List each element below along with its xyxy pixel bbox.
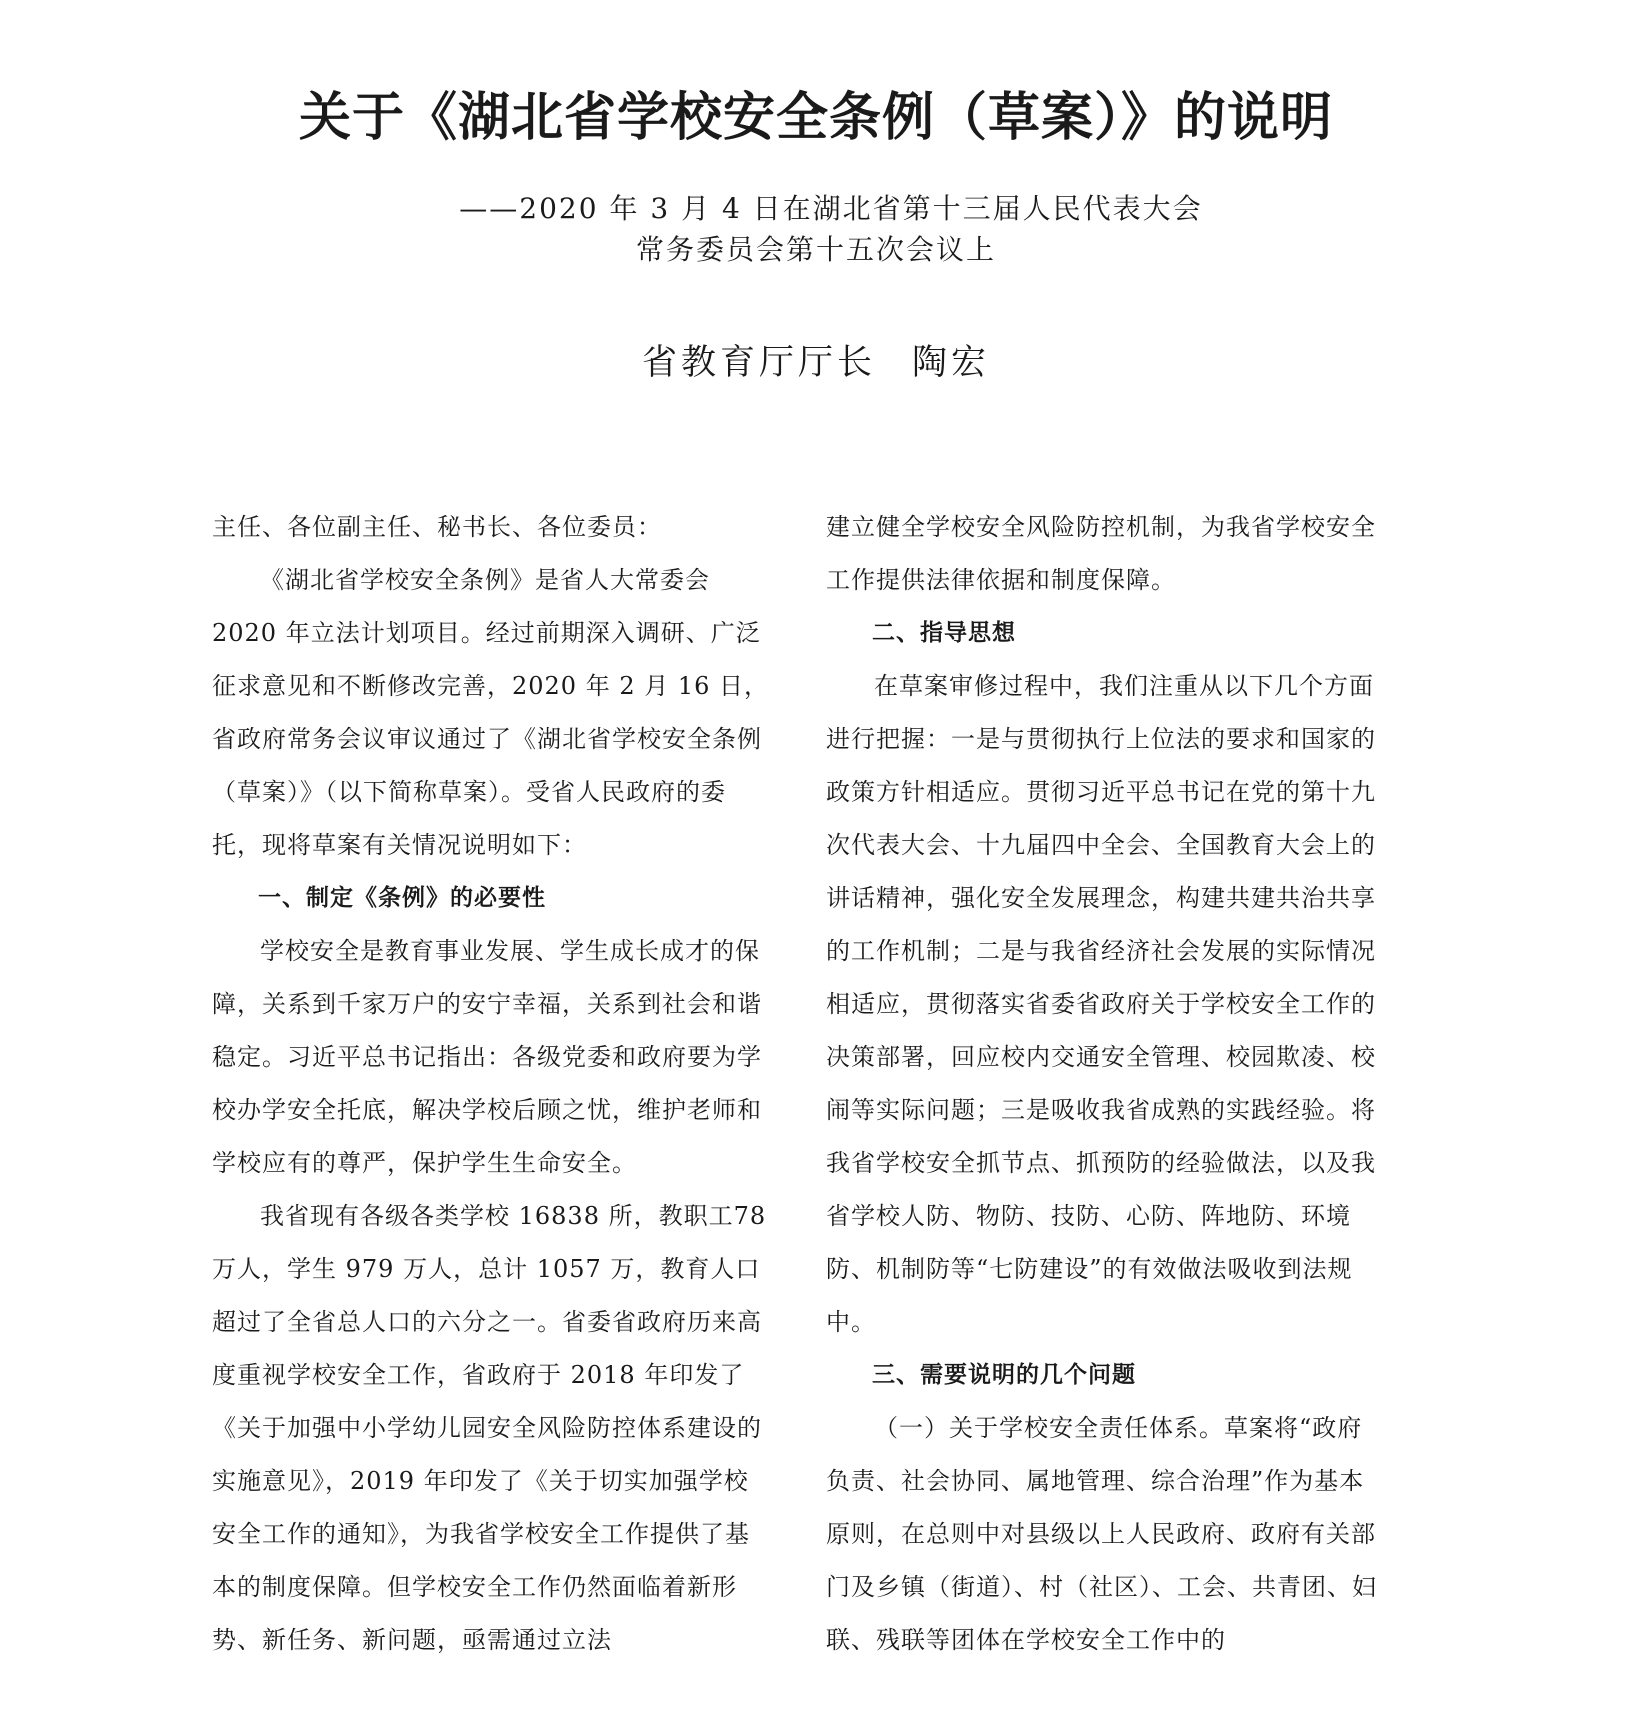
paragraph-intro: 《湖北省学校安全条例》是省人大常委会2020 年立法计划项目。经过前期深入调研、广泛征求意见和不断修改完善，2020 年 2 月 16 日，省政府常务会议审议通过了《湖北省学校安全条例（草案）》（以下简称草案）。受省人民政府的委托，现将草案有关情况说明如下：	[212, 566, 770, 859]
paragraph-continuation: 建立健全学校安全风险防控机制，为我省学校安全工作提供法律依据和制度保障。	[826, 513, 1376, 594]
author-line	[0, 338, 1632, 388]
paragraph-guiding-idea: 在草案审修过程中，我们注重从以下几个方面进行把握：一是与贯彻执行上位法的要求和国家的政策方针相适应。贯彻习近平总书记在党的第十九次代表大会、十九届四中全会、全国教育大会上的讲话精神，强化安全发展理念，构建共建共治共享的工作机制；二是与我省经济社会发展的实际情况相适应，贯彻落实省委省政府关于学校安全工作的决策部署，回应校内交通安全管理、校园欺凌、校闹等实际问题；三是吸收我省成熟的实践经验。将我省学校安全抓节点、抓预防的经验做法，以及我省学校人防、物防、技防、心防、阵地防、环境防、机制防等“七防建设”的有效做法吸收到法规中。	[826, 672, 1376, 1336]
subtitle-line-1: ——2020 年 3 月 4 日在湖北省第十三届人民代表大会	[459, 192, 1203, 225]
greeting: 主任、各位副主任、秘书长、各位委员：	[212, 513, 662, 541]
right-column	[826, 501, 1386, 1667]
document-title: 关于《湖北省学校安全条例（草案）》的说明	[298, 88, 1333, 148]
author-name: 陶宏	[912, 343, 991, 383]
left-column	[212, 501, 772, 1667]
paragraph-responsibility: （一）关于学校安全责任体系。草案将“政府负责、社会协同、属地管理、综合治理”作为基本原则，在总则中对县级以上人民政府、政府有关部门及乡镇（街道）、村（社区）、工会、共青团、妇联、残联等团体在学校安全工作中的	[826, 1414, 1377, 1654]
paragraph-school-safety: 学校安全是教育事业发展、学生成长成才的保障，关系到千家万户的安宁幸福，关系到社会和谐稳定。习近平总书记指出：各级党委和政府要为学校办学安全托底，解决学校后顾之忧，维护老师和学校应有的尊严，保护学生生命安全。	[212, 937, 762, 1177]
author-role: 省教育厅厅长	[641, 343, 876, 383]
section-heading-issues: 三、需要说明的几个问题	[872, 1362, 1136, 1388]
section-heading-necessity: 一、制定《条例》的必要性	[258, 885, 546, 911]
section-heading-guiding-idea: 二、指导思想	[872, 620, 1016, 646]
paragraph-statistics: 我省现有各级各类学校 16838 所，教职工78 万人，学生 979 万人，总计 1057 万，教育人口超过了全省总人口的六分之一。省委省政府历来高度重视学校安全工作，省政府于 2018 年印发了《关于加强中小学幼儿园安全风险防控体系建设的实施意见》，2019 年印发了《关于切实加强学校安全工作的通知》，为我省学校安全工作提供了基本的制度保障。但学校安全工作仍然面临着新形势、新任务、新问题，亟需通过立法	[212, 1202, 767, 1654]
subtitle-line-2: 常务委员会第十五次会议上	[635, 233, 996, 266]
